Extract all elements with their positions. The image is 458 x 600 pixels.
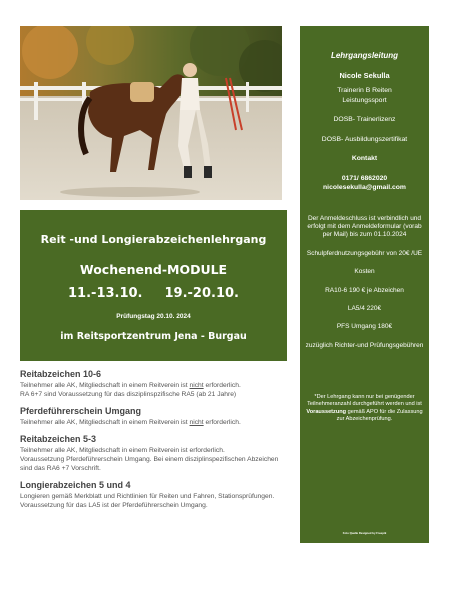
section-text: Teilnehmer alle AK, Mitgliedschaft in einem Reitverein ist nicht erforderlich. RA 6+7 sind Voraussetzung für das disziplinspzifische RA5 (ab 21 Jahre) bbox=[20, 382, 241, 398]
horse-photo bbox=[20, 26, 282, 200]
trainer-name: Nicole Sekulla bbox=[339, 71, 390, 80]
section-heading: Longierabzeichen 5 und 4 bbox=[20, 480, 131, 490]
registration-info: Der Anmeldeschluss ist verbindlich und erfolgt mit dem Anmeldeformular (vorab per Mail) bis zum 01.10.2024 bbox=[307, 214, 422, 239]
license: DOSB- Ausbildungszertifikat bbox=[321, 135, 408, 143]
photo-credit: Foto Quelle Designed by Freepik bbox=[342, 531, 387, 535]
section-text: Teilnehmer alle AK, Mitgliedschaft in einem Reitverein ist erforderlich. Voraussetzung Pferdeführerschein Umgang. Bei einem disziplinspezifischen Abzeichen sind das RA6 +7 Vorschrift. bbox=[20, 447, 279, 472]
section-text: Teilnehmer alle AK, Mitgliedschaft in einem Reitverein ist nicht erforderlich. bbox=[20, 419, 241, 426]
section-pferdefuehrerschein bbox=[20, 406, 290, 427]
section-heading: Reitabzeichen 10-6 bbox=[20, 369, 102, 379]
cost-item: RA10-6 190 € je Abzeichen bbox=[325, 286, 404, 294]
banner-title: Reit -und Longierabzeichenlehrgang bbox=[40, 233, 267, 246]
costs-label: Kosten bbox=[354, 268, 375, 276]
banner-date-1: 11.-13.10. bbox=[68, 286, 143, 301]
cost-note: zuzüglich Richter-und Prüfungsgebühren bbox=[305, 341, 424, 349]
email-address[interactable]: nicolesekulla@gmail.com bbox=[323, 184, 406, 191]
section-text: Longieren gemäß Merkblatt und Richtlinien für Reiten und Fahren, Stationsprüfungen. Voraussetzung für das LA5 ist der Pferdeführerschein Umgang. bbox=[20, 493, 275, 509]
section-reitabzeichen-10-6 bbox=[20, 369, 290, 399]
section-heading: Reitabzeichen 5-3 bbox=[20, 434, 97, 444]
section-heading: Pferdeführerschein Umgang bbox=[20, 406, 142, 416]
sidebar-heading: Lehrgangsleitung bbox=[330, 51, 399, 60]
trainer-role: Trainerin B Reiten bbox=[337, 87, 392, 94]
footnote: *Der Lehrgang kann nur bei genügender Teilnehmeranzahl durchgeführt werden und ist Voraussetzung gemäß APO für die Zulassung zur Abzeichenprüfung. bbox=[306, 394, 423, 422]
section-longierabzeichen bbox=[20, 480, 290, 510]
horse-fee: Schulpferdnutzungsgebühr von 20€ /UE bbox=[306, 249, 423, 257]
banner-exam-day: Prüfungstag 20.10. 2024 bbox=[116, 313, 191, 320]
info-sidebar bbox=[300, 26, 429, 543]
course-sections bbox=[20, 369, 290, 517]
banner-subtitle: Wochenend-MODULE bbox=[79, 262, 228, 277]
cost-item: LA5/4 220€ bbox=[347, 304, 382, 312]
cost-item: PFS Umgang 180€ bbox=[336, 323, 393, 331]
course-banner bbox=[20, 210, 287, 361]
section-reitabzeichen-5-3 bbox=[20, 434, 290, 473]
banner-venue: im Reitsportzentrum Jena - Burgau bbox=[60, 331, 247, 342]
contact-label: Kontakt bbox=[351, 155, 378, 162]
license: DOSB- Trainerlizenz bbox=[333, 116, 396, 123]
banner-dates bbox=[20, 286, 287, 301]
banner-date-2: 19.-20.10. bbox=[164, 286, 239, 301]
phone-number[interactable]: 0171/ 6862020 bbox=[341, 174, 388, 182]
trainer-role: Leistungssport bbox=[342, 96, 387, 104]
